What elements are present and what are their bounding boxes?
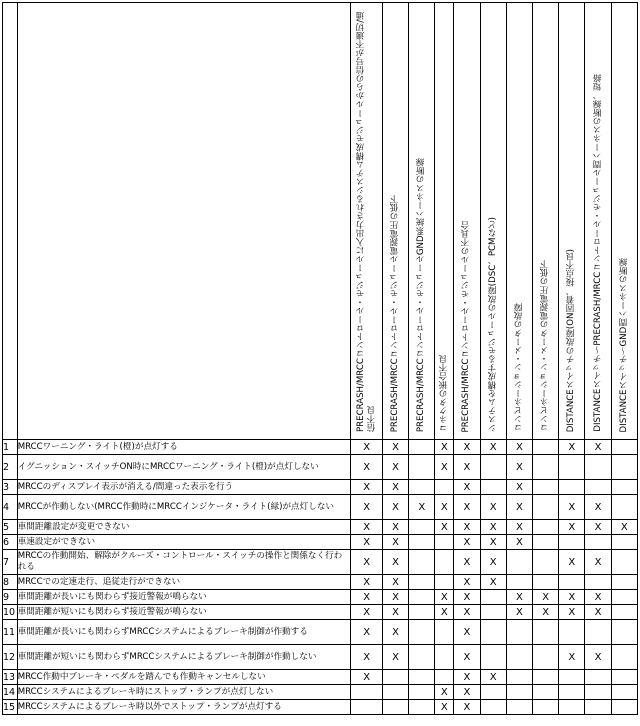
empty-cell	[506, 550, 532, 575]
cause-mark: X	[351, 520, 382, 535]
empty-cell	[480, 700, 506, 715]
row-number: 7	[3, 550, 18, 575]
cause-mark: X	[506, 440, 532, 455]
cause-mark: X	[382, 535, 408, 550]
symptom-description: 車間距離が短いにも関わらず接近警報が鳴らない	[17, 605, 351, 620]
empty-cell	[559, 685, 585, 700]
empty-cell	[409, 670, 435, 685]
cause-mark: X	[454, 685, 480, 700]
empty-cell	[533, 685, 559, 700]
corner-cell-number	[3, 3, 18, 440]
cause-column-header	[585, 3, 611, 440]
table-row	[3, 520, 638, 535]
cause-mark: X	[454, 590, 480, 605]
cause-column-label: DISTANCEスイッチ〜GND間ハーネスの断線	[618, 257, 629, 432]
cause-mark: X	[351, 480, 382, 495]
cause-mark: X	[351, 575, 382, 590]
cause-mark: X	[585, 605, 611, 620]
cause-mark: X	[351, 440, 382, 455]
empty-cell	[409, 700, 435, 715]
symptom-description: 車間距離が長いにも関わらずMRCCシステムによるブレーキ制御が作動する	[17, 620, 351, 645]
table-row	[3, 590, 638, 605]
empty-cell	[585, 685, 611, 700]
table-row	[3, 455, 638, 480]
empty-cell	[435, 535, 454, 550]
empty-cell	[585, 480, 611, 495]
cause-mark: X	[435, 455, 454, 480]
cause-mark: X	[351, 550, 382, 575]
cause-column-header	[382, 3, 408, 440]
table-row	[3, 480, 638, 495]
cause-mark: X	[454, 495, 480, 520]
empty-cell	[559, 535, 585, 550]
cause-column-header	[506, 3, 532, 440]
table-row	[3, 620, 638, 645]
table-row	[3, 685, 638, 700]
cause-mark: X	[559, 440, 585, 455]
cause-column-header	[351, 3, 382, 440]
cause-mark: X	[506, 520, 532, 535]
empty-cell	[559, 700, 585, 715]
row-number: 4	[3, 495, 18, 520]
cause-mark: X	[454, 620, 480, 645]
symptom-description: MRCC作動中ブレーキ・ペダルを踏んでも作動キャンセルしない	[17, 670, 351, 685]
cause-mark: X	[382, 645, 408, 670]
empty-cell	[533, 670, 559, 685]
cause-mark: X	[585, 520, 611, 535]
empty-cell	[480, 480, 506, 495]
empty-cell	[611, 685, 637, 700]
cause-mark: X	[435, 590, 454, 605]
cause-mark: X	[454, 480, 480, 495]
cause-mark: X	[382, 620, 408, 645]
cause-mark: X	[435, 440, 454, 455]
symptom-description: 車間距離が短いにも関わらずMRCCシステムによるブレーキ制御が作動しない	[17, 645, 351, 670]
empty-cell	[480, 455, 506, 480]
empty-cell	[435, 575, 454, 590]
empty-cell	[559, 455, 585, 480]
empty-cell	[409, 685, 435, 700]
empty-cell	[533, 520, 559, 535]
row-number: 8	[3, 575, 18, 590]
cause-mark: X	[435, 495, 454, 520]
cause-mark: X	[382, 495, 408, 520]
symptom-rows	[3, 440, 638, 715]
cause-mark: X	[351, 670, 382, 685]
row-number: 3	[3, 480, 18, 495]
empty-cell	[585, 455, 611, 480]
empty-cell	[480, 685, 506, 700]
cause-column-label: PRECRASH/MRCCコントロール・モジュール電源電圧の低下	[390, 194, 401, 432]
symptom-description: MRCCのディスプレイ表示が消える/間違った表示を行う	[17, 480, 351, 495]
empty-cell	[533, 495, 559, 520]
cause-column-label: PRECRASH/MRCCコントロール・モジュールGND系統ハーネスの断線	[416, 157, 427, 432]
cause-mark: X	[480, 520, 506, 535]
cause-mark: X	[382, 605, 408, 620]
cause-column-label: DISTANCEスイッチ〜PRECRASH/MRCCコントロール・モジュール間ハーネスの断線、短絡	[592, 74, 603, 432]
cause-column-label: コンビネーション・メータの故障	[513, 303, 524, 432]
cause-mark: X	[382, 575, 408, 590]
cause-mark: X	[480, 550, 506, 575]
cause-mark: X	[559, 495, 585, 520]
cause-mark: X	[351, 620, 382, 645]
table-row	[3, 605, 638, 620]
empty-cell	[611, 590, 637, 605]
empty-cell	[506, 645, 532, 670]
cause-mark: X	[559, 520, 585, 535]
cause-mark: X	[559, 590, 585, 605]
cause-mark: X	[382, 480, 408, 495]
empty-cell	[611, 605, 637, 620]
empty-cell	[480, 620, 506, 645]
cause-mark: X	[454, 535, 480, 550]
row-number: 11	[3, 620, 18, 645]
cause-mark: X	[480, 495, 506, 520]
cause-column-header	[611, 3, 637, 440]
cause-mark: X	[559, 550, 585, 575]
row-number: 5	[3, 520, 18, 535]
empty-cell	[611, 535, 637, 550]
empty-cell	[533, 535, 559, 550]
empty-cell	[611, 455, 637, 480]
table-row	[3, 575, 638, 590]
cause-mark: X	[585, 550, 611, 575]
empty-cell	[409, 575, 435, 590]
cause-mark: X	[382, 440, 408, 455]
empty-cell	[533, 440, 559, 455]
cause-mark: X	[351, 455, 382, 480]
cause-mark: X	[454, 575, 480, 590]
empty-cell	[611, 620, 637, 645]
symptom-description: MRCCでの定速走行、追従走行ができない	[17, 575, 351, 590]
cause-mark: X	[382, 455, 408, 480]
cause-mark: X	[435, 700, 454, 715]
cause-mark: X	[351, 645, 382, 670]
table-row	[3, 495, 638, 520]
row-number: 13	[3, 670, 18, 685]
empty-cell	[585, 670, 611, 685]
cause-mark: X	[435, 685, 454, 700]
cause-mark: X	[506, 605, 532, 620]
empty-cell	[409, 520, 435, 535]
empty-cell	[611, 495, 637, 520]
empty-cell	[533, 620, 559, 645]
symptom-description: MRCCシステムによるブレーキ時以外でストップ・ランプが点灯する	[17, 700, 351, 715]
cause-column-header	[454, 3, 480, 440]
cause-mark: X	[351, 495, 382, 520]
empty-cell	[480, 590, 506, 605]
empty-cell	[409, 440, 435, 455]
empty-cell	[506, 700, 532, 715]
cause-mark: X	[559, 645, 585, 670]
empty-cell	[409, 550, 435, 575]
cause-mark: X	[611, 520, 637, 535]
empty-cell	[382, 670, 408, 685]
empty-cell	[559, 480, 585, 495]
symptom-description: MRCCワーニング・ライト(橙)が点灯する	[17, 440, 351, 455]
symptom-description: 車間距離が長いにも関わらず接近警報が鳴らない	[17, 590, 351, 605]
empty-cell	[585, 575, 611, 590]
cause-mark: X	[351, 590, 382, 605]
table-row	[3, 550, 638, 575]
empty-cell	[559, 670, 585, 685]
cause-mark: X	[480, 535, 506, 550]
cause-mark: X	[382, 590, 408, 605]
cause-mark: X	[382, 520, 408, 535]
cause-mark: X	[585, 645, 611, 670]
cause-column-label: コネクタの嵌合不良	[438, 354, 449, 432]
cause-mark: X	[351, 605, 382, 620]
cause-mark: X	[559, 605, 585, 620]
table-row	[3, 645, 638, 670]
empty-cell	[611, 575, 637, 590]
empty-cell	[611, 670, 637, 685]
empty-cell	[611, 700, 637, 715]
cause-mark: X	[506, 535, 532, 550]
empty-cell	[585, 535, 611, 550]
empty-cell	[409, 480, 435, 495]
symptom-description: 車間距離設定が変更できない	[17, 520, 351, 535]
cause-mark: X	[480, 670, 506, 685]
cause-mark: X	[506, 455, 532, 480]
cause-column-label: PRECRASH/MRCCコントロール・モジュールに入出力されるシステム構成モジュールからの信号が不適切/通信不良	[355, 11, 377, 432]
cause-mark: X	[454, 700, 480, 715]
empty-cell	[409, 645, 435, 670]
row-number: 12	[3, 645, 18, 670]
diagnosis-matrix-table	[2, 2, 638, 715]
empty-cell	[611, 440, 637, 455]
symptom-description: イグニッション・スイッチON時にMRCCワーニング・ライト(橙)が点灯しない	[17, 455, 351, 480]
corner-cell-symptom	[17, 3, 351, 440]
cause-mark: X	[454, 645, 480, 670]
cause-column-header	[435, 3, 454, 440]
table-row	[3, 440, 638, 455]
cause-mark: X	[533, 605, 559, 620]
cause-column-header	[533, 3, 559, 440]
empty-cell	[506, 620, 532, 645]
empty-cell	[533, 575, 559, 590]
cause-mark: X	[454, 605, 480, 620]
cause-mark: X	[585, 440, 611, 455]
table-row	[3, 535, 638, 550]
row-number: 2	[3, 455, 18, 480]
empty-cell	[435, 670, 454, 685]
empty-cell	[506, 575, 532, 590]
table-row	[3, 700, 638, 715]
symptom-description: 車速設定ができない	[17, 535, 351, 550]
empty-cell	[533, 480, 559, 495]
cause-column-header	[480, 3, 506, 440]
empty-cell	[585, 700, 611, 715]
empty-cell	[533, 550, 559, 575]
empty-cell	[409, 535, 435, 550]
cause-mark: X	[480, 440, 506, 455]
empty-cell	[533, 455, 559, 480]
cause-mark: X	[585, 495, 611, 520]
header-row	[3, 3, 638, 440]
cause-mark: X	[382, 550, 408, 575]
cause-column-label: システムを構成するモジュールの故障(DSC、PCMなど)	[487, 216, 498, 432]
cause-column-label: DISTANCEスイッチの故障(ON固着、接点不良)	[566, 248, 577, 432]
empty-cell	[435, 480, 454, 495]
cause-mark: X	[533, 590, 559, 605]
symptom-description: MRCCの作動開始、解除がクルーズ・コントロール・スイッチの操作と関係なく行われる	[17, 550, 351, 575]
cause-mark: X	[454, 440, 480, 455]
row-number: 1	[3, 440, 18, 455]
empty-cell	[351, 685, 382, 700]
empty-cell	[480, 645, 506, 670]
empty-cell	[533, 700, 559, 715]
row-number: 14	[3, 685, 18, 700]
cause-mark: X	[480, 575, 506, 590]
cause-mark: X	[506, 590, 532, 605]
empty-cell	[409, 455, 435, 480]
cause-mark: X	[506, 480, 532, 495]
empty-cell	[480, 605, 506, 620]
cause-column-header	[559, 3, 585, 440]
cause-column-header	[409, 3, 435, 440]
row-number: 6	[3, 535, 18, 550]
symptom-description: MRCCが作動しない(MRCC作動時にMRCCインジケータ・ライト(緑)が点灯しない	[17, 495, 351, 520]
cause-column-label: コンビネーション・メータの電源電圧の低下	[540, 260, 551, 432]
row-number: 10	[3, 605, 18, 620]
cause-mark: X	[351, 535, 382, 550]
table-row	[3, 670, 638, 685]
cause-mark: X	[454, 520, 480, 535]
empty-cell	[611, 480, 637, 495]
row-number: 15	[3, 700, 18, 715]
empty-cell	[506, 685, 532, 700]
row-number: 9	[3, 590, 18, 605]
empty-cell	[409, 590, 435, 605]
cause-mark: X	[435, 605, 454, 620]
cause-mark: X	[409, 495, 435, 520]
empty-cell	[559, 575, 585, 590]
empty-cell	[611, 550, 637, 575]
empty-cell	[585, 620, 611, 645]
empty-cell	[611, 645, 637, 670]
cause-mark: X	[585, 590, 611, 605]
empty-cell	[533, 645, 559, 670]
empty-cell	[351, 700, 382, 715]
empty-cell	[435, 550, 454, 575]
empty-cell	[382, 700, 408, 715]
empty-cell	[435, 645, 454, 670]
symptom-description: MRCCシステムによるブレーキ時にストップ・ランプが点灯しない	[17, 685, 351, 700]
empty-cell	[409, 620, 435, 645]
cause-column-label: PRECRASH/MRCCコントロール・モジュールの不具合	[461, 220, 472, 432]
cause-mark: X	[454, 550, 480, 575]
empty-cell	[409, 605, 435, 620]
empty-cell	[506, 670, 532, 685]
cause-mark: X	[454, 455, 480, 480]
empty-cell	[559, 620, 585, 645]
cause-mark: X	[454, 670, 480, 685]
empty-cell	[382, 685, 408, 700]
cause-mark: X	[435, 520, 454, 535]
cause-mark: X	[506, 495, 532, 520]
empty-cell	[435, 620, 454, 645]
